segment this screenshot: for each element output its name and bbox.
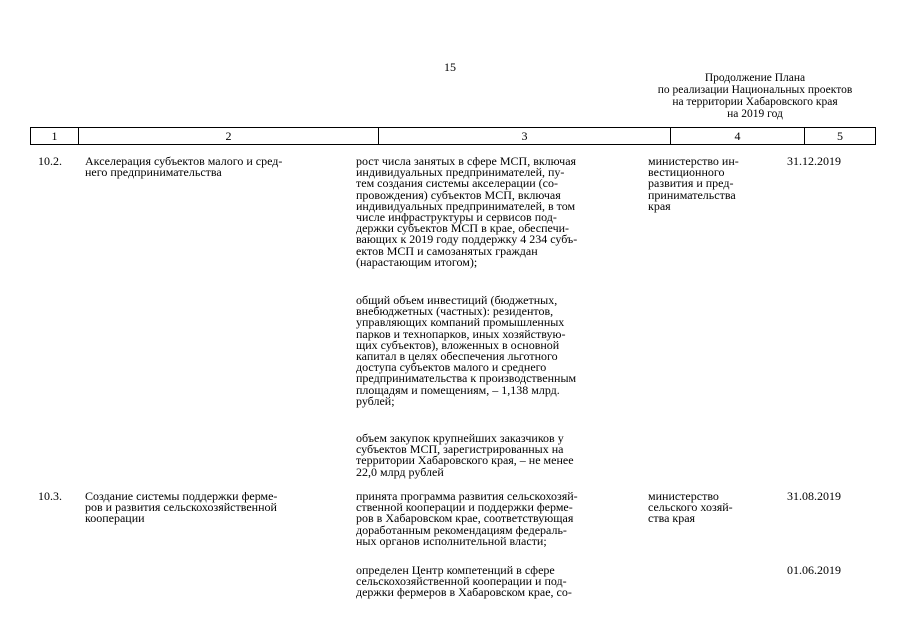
column-header-3: 3 (379, 128, 671, 144)
row-number: 10.3. (38, 489, 62, 503)
indicator-text: определен Центр компетенций в сфере сельскохозяйственной кооперации и под- держки фермеров в Хабаровском крае, со- (356, 563, 572, 600)
column-header-1: 1 (31, 128, 79, 144)
column-header-2: 2 (79, 128, 379, 144)
indicator-text: объем закупок крупнейших заказчиков у субъектов МСП, зарегистрированных на территории Хабаровского края, – не менее 22,0 млрд рублей (356, 431, 574, 479)
continuation-line-3: на территории Хабаровского края (672, 96, 838, 108)
column-header-4: 4 (671, 128, 805, 144)
continuation-header (640, 72, 870, 120)
measure-name: Создание системы поддержки фермe- ров и развития сельскохозяйственной кооперации (85, 489, 278, 526)
page-number: 15 (444, 60, 456, 74)
responsible-body: министерство сельского хозяй- ства края (648, 489, 733, 526)
due-date: 31.12.2019 (787, 154, 841, 168)
continuation-line-4: на 2019 год (727, 108, 783, 120)
measure-name: Акселерация субъектов малого и сред- него предпринимательства (85, 154, 283, 180)
indicator-text: общий объем инвестиций (бюджетных, внебюджетных (частных): резидентов, управляющих компаний промышленных парков и технопарков, иных хозяйствую- щих субъектов), вложенных в основной капитал в целях обеспечения льготного доступа субъектов малого и среднего предпринимательства к производственным площадям и помещениям, – 1,138 млрд. рублей; (356, 293, 577, 408)
row-number: 10.2. (38, 154, 62, 168)
continuation-line-1: Продолжение Плана (704, 72, 806, 84)
table-header-row (30, 127, 876, 145)
continuation-line-2: по реализации Национальных проектов (657, 84, 853, 96)
indicator-text: рост числа занятых в сфере МСП, включая индивидуальных предпринимателей, пу- тем создания системы акселерации (со- провождения) субъектов МСП, включая индивидуальных предпринимателей, в том числе инфраструктуры и сервисов под- держки субъектов МСП в крае, обеспечи- вающих к 2019 году поддержку 4 234 субъ- ектов МСП и самозанятых граждан (нарастающим итогом); (356, 154, 578, 269)
due-date: 31.08.2019 (787, 489, 841, 503)
column-header-5: 5 (837, 129, 843, 143)
due-date: 01.06.2019 (787, 563, 841, 577)
indicator-text: принята программа развития сельскохозяй- ственной кооперации и поддержки ферме- ров в Хабаровском крае, соответствующая доработанным рекомендациям федераль- ных органов исполнительной власти; (356, 489, 578, 548)
responsible-body: министерство ин- вестиционного развития и пред- принимательства края (648, 154, 739, 213)
